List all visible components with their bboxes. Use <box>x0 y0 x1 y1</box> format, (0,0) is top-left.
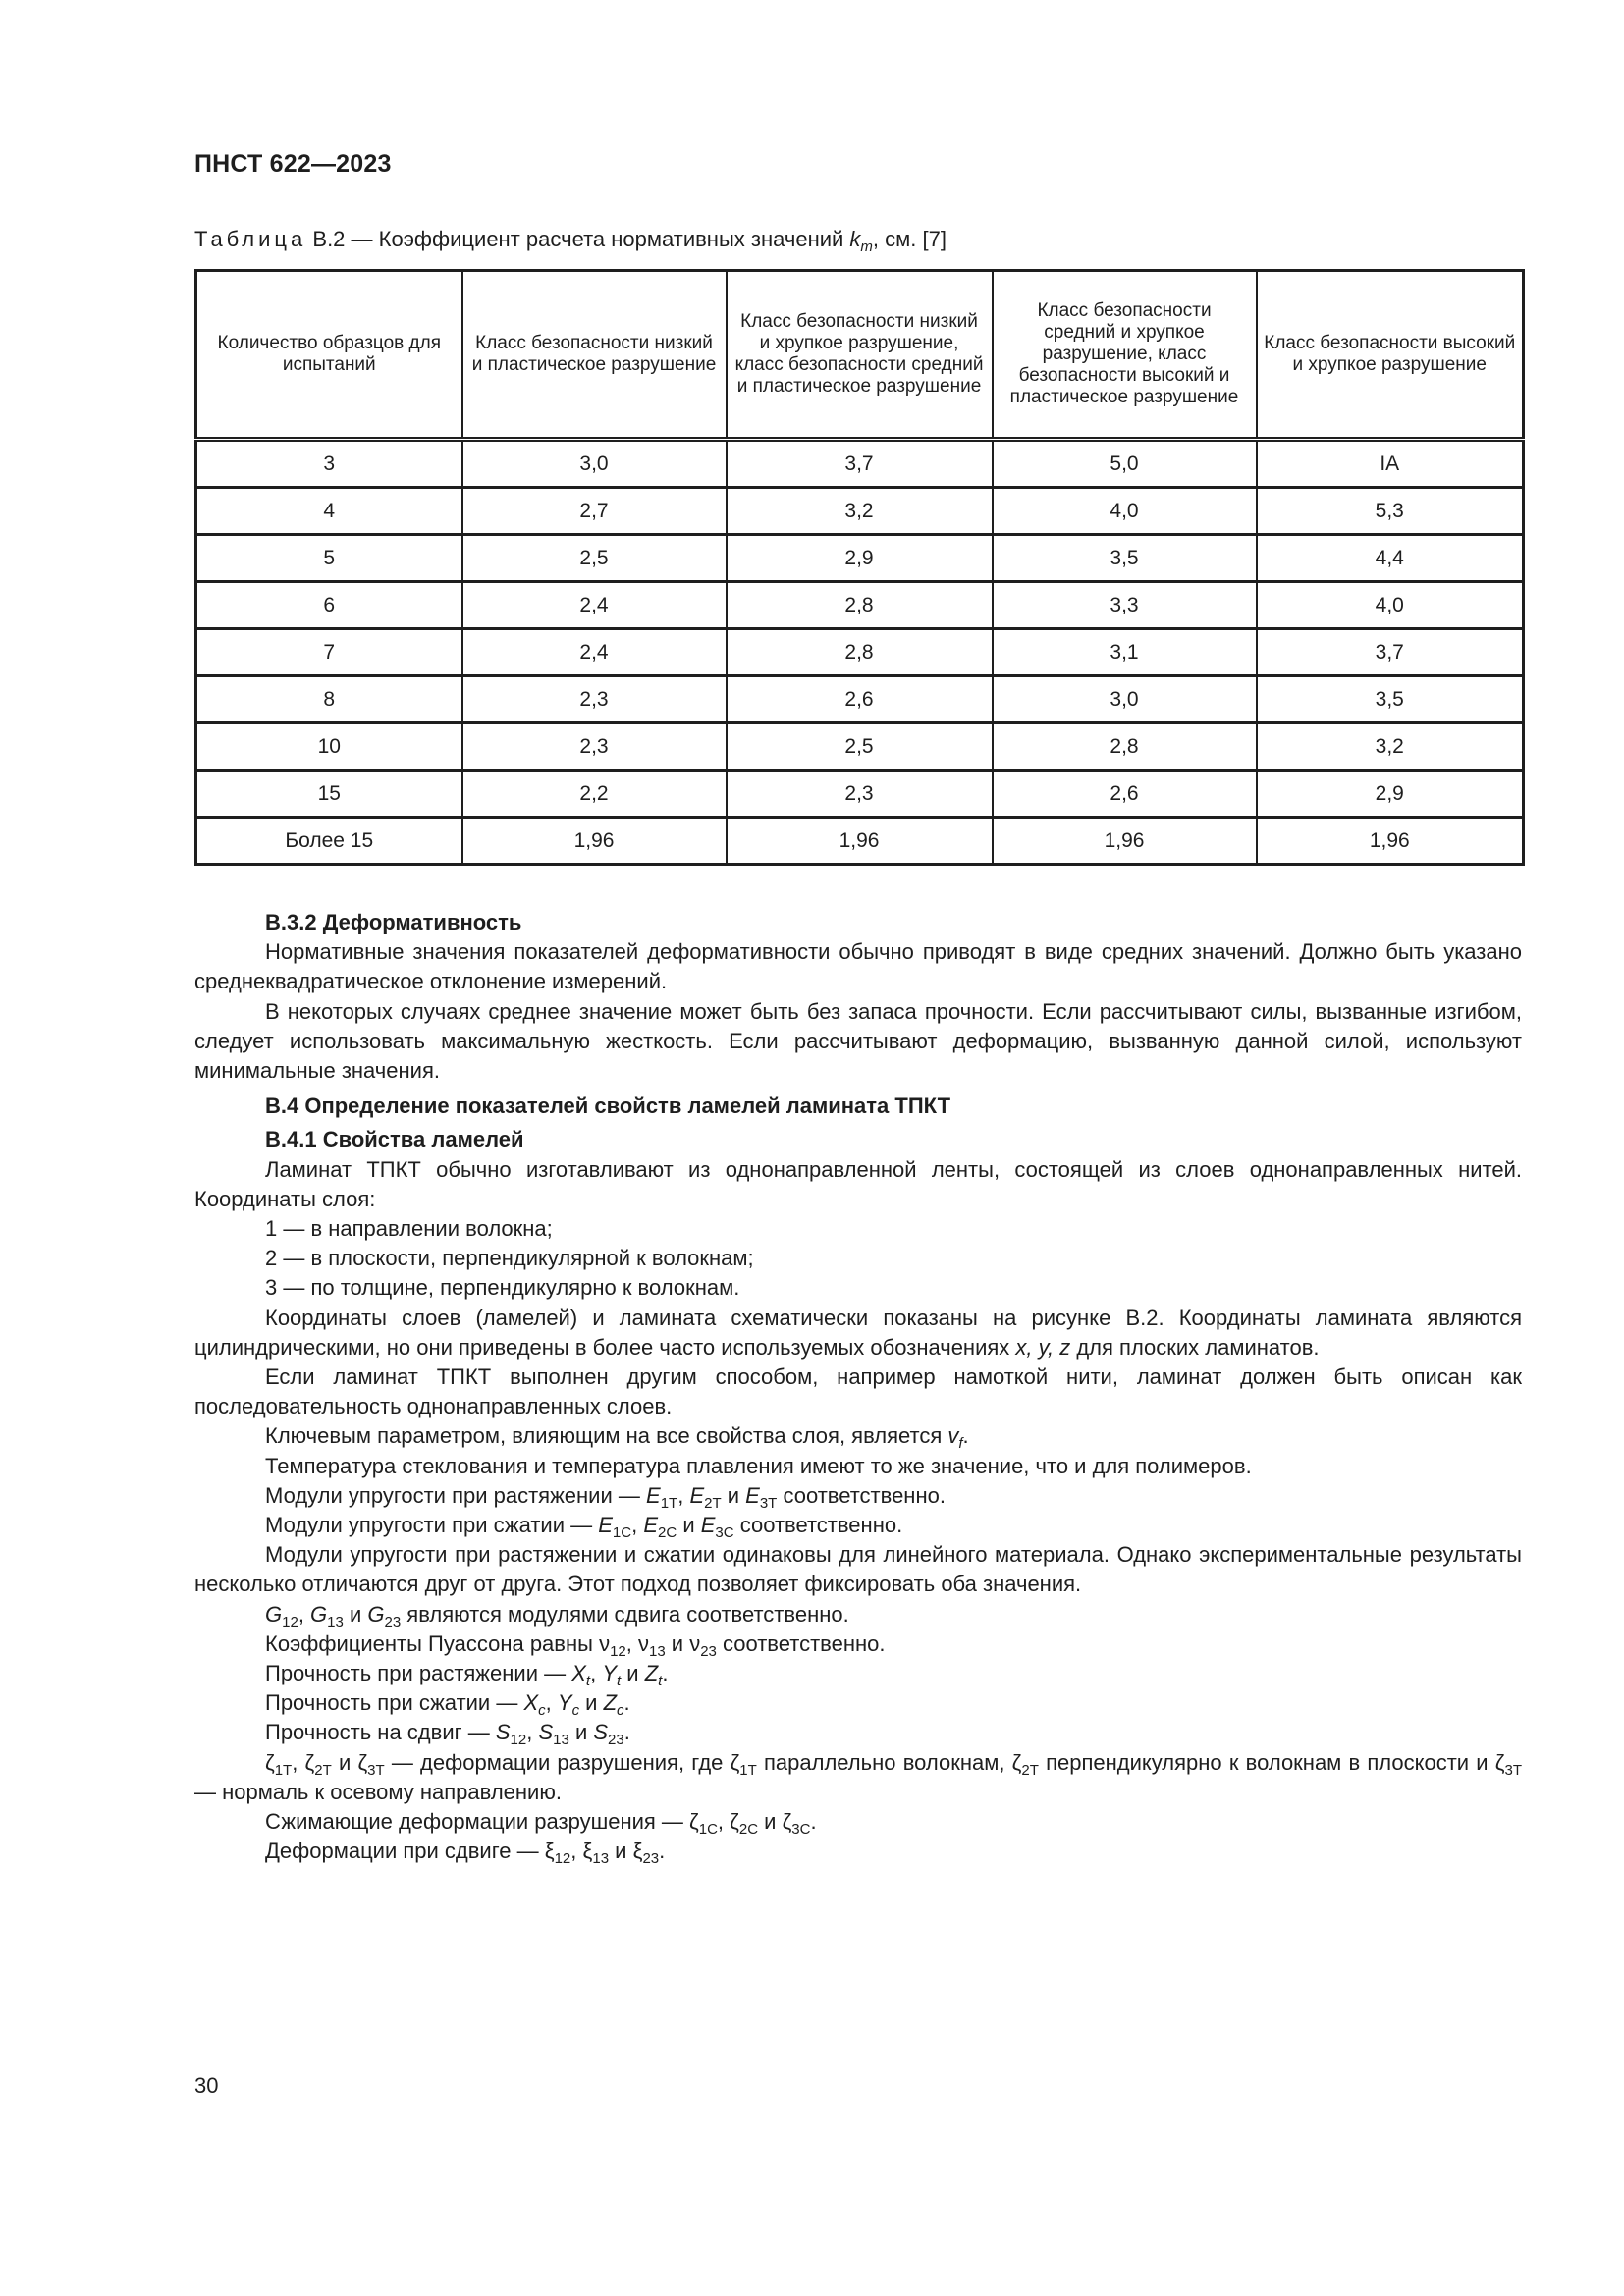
text: и <box>721 1482 746 1508</box>
math: E <box>700 1513 716 1538</box>
coefficient-cell: 1,96 <box>1257 818 1524 865</box>
math: Z <box>603 1690 618 1716</box>
math-sub: 12 <box>554 1850 571 1868</box>
math: ν <box>637 1630 649 1656</box>
math-sub: 1T <box>660 1494 678 1512</box>
text: . <box>662 1661 669 1686</box>
section-heading-b4: В.4 Определение показателей свойств ламелей ламината ТПКТ <box>265 1094 951 1119</box>
math-sub: f <box>958 1435 963 1453</box>
text: . <box>659 1839 666 1864</box>
coefficient-cell: 2,7 <box>462 488 727 535</box>
text: — деформации разрушения, где <box>384 1749 731 1775</box>
math: ζ <box>730 1749 740 1775</box>
paragraph <box>194 1481 1522 1511</box>
math: X <box>523 1690 539 1716</box>
math: ζ <box>1011 1749 1022 1775</box>
table-body <box>196 440 1524 865</box>
coordinate-item: 1 — в направлении волокна; <box>265 1216 553 1242</box>
text: Модули упругости при растяжении — <box>265 1482 646 1508</box>
math: E <box>745 1482 760 1508</box>
table-row <box>196 582 1524 629</box>
coefficient-cell: 3,2 <box>727 488 993 535</box>
coefficient-cell: 2,6 <box>993 771 1257 818</box>
table-row <box>196 676 1524 723</box>
coefficient-cell: 2,3 <box>462 723 727 771</box>
sample-count-cell: Более 15 <box>196 818 462 865</box>
math: Y <box>602 1661 617 1686</box>
text: , <box>298 1601 311 1627</box>
coefficient-cell: 2,8 <box>727 582 993 629</box>
math: G <box>310 1601 328 1627</box>
coefficient-cell: 2,8 <box>993 723 1257 771</box>
coefficient-cell: 2,4 <box>462 629 727 676</box>
math: ν <box>689 1630 701 1656</box>
sample-count-cell: 8 <box>196 676 462 723</box>
paragraph: Температура стеклования и температура плавления имеют то же значение, что и для полимеров. <box>265 1453 1252 1478</box>
caption-number: В.2 <box>312 227 346 251</box>
math: ζ <box>304 1749 315 1775</box>
coefficient-cell: 3,0 <box>462 440 727 488</box>
coefficient-cell: 5,3 <box>1257 488 1524 535</box>
math: ξ <box>544 1839 555 1864</box>
math-sub: c <box>538 1702 546 1720</box>
caption-dash: — <box>345 227 379 251</box>
coefficient-table <box>194 269 1525 866</box>
coefficient-cell: 2,5 <box>727 723 993 771</box>
math-sub: t <box>617 1673 622 1690</box>
paragraph <box>194 1807 1522 1837</box>
math-sub: c <box>617 1702 624 1720</box>
math-sub: 1C <box>698 1821 718 1839</box>
column-header: Класс безопасности средний и хрупкое разрушение, класс безопасности высокий и пластическое разрушение <box>993 271 1257 440</box>
caption-symbol: k <box>849 227 861 251</box>
math-sub: 23 <box>700 1642 717 1660</box>
math: E <box>598 1513 613 1538</box>
paragraph: Если ламинат ТПКТ выполнен другим способом, например намоткой нити, ламинат должен быть описан как последовательность однонаправленных слоев. <box>194 1364 1522 1419</box>
coefficient-cell: 3,2 <box>1257 723 1524 771</box>
math: ζ <box>265 1749 275 1775</box>
math-sub: 3C <box>715 1524 734 1542</box>
coefficient-cell: 2,3 <box>727 771 993 818</box>
section-heading-b41: В.4.1 Свойства ламелей <box>265 1127 524 1152</box>
math-sub: 2T <box>1021 1761 1039 1779</box>
math: x, y, z <box>1015 1334 1071 1360</box>
coefficient-cell: 3,3 <box>993 582 1257 629</box>
sample-count-cell: 15 <box>196 771 462 818</box>
math-sub: 23 <box>384 1613 402 1630</box>
math-sub: t <box>585 1673 591 1690</box>
text: и <box>579 1690 604 1716</box>
paragraph: Нормативные значения показателей деформативности обычно приводят в виде средних значений. Должно быть указано среднеквадратическое отклонение измерений. <box>194 939 1522 994</box>
text: Сжимающие деформации разрушения — <box>265 1809 690 1835</box>
paragraph <box>194 1600 1522 1629</box>
coordinate-item: 2 — в плоскости, перпендикулярной к волокнам; <box>265 1246 754 1271</box>
table-row <box>196 771 1524 818</box>
math: Z <box>644 1661 659 1686</box>
math: S <box>495 1720 511 1745</box>
table-header-row <box>196 271 1524 440</box>
math-sub: 2C <box>658 1524 677 1542</box>
coefficient-cell: 2,3 <box>462 676 727 723</box>
coefficient-cell: 2,5 <box>462 535 727 582</box>
table-row <box>196 488 1524 535</box>
column-header: Количество образцов для испытаний <box>196 271 462 440</box>
math-sub: 1C <box>612 1524 632 1542</box>
column-header: Класс безопасности низкий и хрупкое разрушение, класс безопасности средний и пластическое разрушение <box>727 271 993 440</box>
math: ξ <box>632 1839 643 1864</box>
text: — нормаль к осевому направлению. <box>194 1779 562 1804</box>
text: параллельно волокнам, <box>756 1749 1012 1775</box>
text: , <box>625 1630 638 1656</box>
coefficient-cell: 4,0 <box>1257 582 1524 629</box>
sample-count-cell: 6 <box>196 582 462 629</box>
text: Координаты слоев (ламелей) и ламината схематически показаны на рисунке В.2. Координаты ламината являются цилиндрическими, но они приведены в более часто используемых обозначениях <box>194 1305 1522 1360</box>
math: S <box>593 1720 609 1745</box>
math: ζ <box>357 1749 368 1775</box>
paragraph <box>194 1659 1522 1688</box>
text: и <box>331 1749 358 1775</box>
text: , <box>631 1513 644 1538</box>
coefficient-cell: 1,96 <box>993 818 1257 865</box>
math: v <box>947 1423 959 1449</box>
paragraph <box>194 1421 1522 1451</box>
math-sub: t <box>658 1673 663 1690</box>
coefficient-cell: 2,2 <box>462 771 727 818</box>
math-sub: 2C <box>738 1821 759 1839</box>
coefficient-cell: 4,0 <box>993 488 1257 535</box>
math: ζ <box>782 1809 792 1835</box>
paragraph <box>194 1688 1522 1718</box>
text: и <box>677 1513 701 1538</box>
math: S <box>538 1720 554 1745</box>
sample-count-cell: 3 <box>196 440 462 488</box>
math-sub: 3C <box>791 1821 811 1839</box>
text: . <box>810 1809 817 1835</box>
text: перпендикулярно к волокнам в плоскости и <box>1038 1749 1495 1775</box>
text: . <box>623 1720 630 1745</box>
math-sub: c <box>571 1702 580 1720</box>
table-row <box>196 818 1524 865</box>
text: Коэффициенты Пуассона равны <box>265 1630 600 1656</box>
text: являются модулями сдвига соответственно. <box>401 1601 849 1627</box>
paragraph <box>194 1837 1522 1866</box>
math-sub: 2T <box>704 1494 722 1512</box>
coordinate-item: 3 — по толщине, перпендикулярно к волокнам. <box>265 1275 740 1301</box>
text: . <box>962 1423 969 1449</box>
coefficient-cell: 2,9 <box>727 535 993 582</box>
coefficient-cell: 3,0 <box>993 676 1257 723</box>
math: ζ <box>689 1809 699 1835</box>
coefficient-cell: 5,0 <box>993 440 1257 488</box>
table-caption <box>194 227 947 255</box>
math: E <box>689 1482 705 1508</box>
caption-title: Коэффициент расчета нормативных значений <box>378 227 850 251</box>
text: Прочность на сдвиг — <box>265 1720 496 1745</box>
math-sub: 1T <box>739 1761 757 1779</box>
coefficient-cell: 4,4 <box>1257 535 1524 582</box>
page-number: 30 <box>194 2073 219 2098</box>
paragraph <box>194 1748 1522 1807</box>
paragraph <box>194 1718 1522 1747</box>
math: ζ <box>1494 1749 1505 1775</box>
table-row <box>196 440 1524 488</box>
math-sub: 2T <box>314 1761 332 1779</box>
paragraph: В некоторых случаях среднее значение может быть без запаса прочности. Если рассчитывают силы, вызванные изгибом, следует использовать максимальную жесткость. Если рассчитывают деформацию, вызванную данной силой, используют минимальные значения. <box>194 998 1522 1084</box>
text: и <box>621 1661 645 1686</box>
paragraph: Ламинат ТПКТ обычно изготавливают из однонаправленной ленты, состоящей из слоев однонаправленных нитей. Координаты слоя: <box>194 1156 1522 1211</box>
coefficient-cell: IA <box>1257 440 1524 488</box>
paragraph: Модули упругости при растяжении и сжатии одинаковы для линейного материала. Однако экспериментальные результаты несколько отличаются друг от друга. Этот подход позволяет фиксировать оба значения. <box>194 1542 1522 1597</box>
text: для плоских ламинатов. <box>1070 1334 1320 1360</box>
coefficient-cell: 3,5 <box>1257 676 1524 723</box>
math: X <box>571 1661 586 1686</box>
caption-symbol-sub: m <box>860 239 873 255</box>
text: , <box>292 1749 305 1775</box>
math-sub: 12 <box>610 1642 626 1660</box>
text: и <box>665 1630 690 1656</box>
math-sub: 23 <box>642 1850 660 1868</box>
column-header: Класс безопасности высокий и хрупкое разрушение <box>1257 271 1524 440</box>
table-row <box>196 629 1524 676</box>
paragraph <box>194 1629 1522 1659</box>
math-sub: 12 <box>510 1732 527 1749</box>
math-sub: 13 <box>553 1732 569 1749</box>
coefficient-cell: 2,8 <box>727 629 993 676</box>
math: G <box>265 1601 283 1627</box>
document-code: ПНСТ 622—2023 <box>194 150 392 178</box>
math-sub: 13 <box>592 1850 610 1868</box>
math: Y <box>557 1690 572 1716</box>
text: соответственно. <box>716 1630 886 1656</box>
text: , <box>545 1690 558 1716</box>
math-sub: 13 <box>648 1642 666 1660</box>
text: и <box>568 1720 594 1745</box>
text: Прочность при сжатии — <box>265 1690 524 1716</box>
coefficient-cell: 1,96 <box>462 818 727 865</box>
section-heading-b32: В.3.2 Деформативность <box>265 910 522 934</box>
coefficient-cell: 3,7 <box>727 440 993 488</box>
paragraph <box>194 1304 1522 1362</box>
text: , <box>526 1720 539 1745</box>
math: G <box>367 1601 385 1627</box>
math-sub: 3T <box>759 1494 778 1512</box>
text: , <box>570 1839 583 1864</box>
text: , <box>717 1809 731 1835</box>
math: E <box>646 1482 661 1508</box>
text: и <box>758 1809 783 1835</box>
coefficient-cell: 2,4 <box>462 582 727 629</box>
caption-label: Таблица <box>194 227 307 251</box>
math-sub: 1T <box>274 1761 293 1779</box>
math: E <box>643 1513 659 1538</box>
coefficient-cell: 3,7 <box>1257 629 1524 676</box>
math: ξ <box>582 1839 593 1864</box>
text: , <box>590 1661 603 1686</box>
body-text <box>194 908 1522 1867</box>
math-sub: 3T <box>367 1761 385 1779</box>
sample-count-cell: 5 <box>196 535 462 582</box>
math-sub: 3T <box>1504 1761 1523 1779</box>
text: Ключевым параметром, влияющим на все свойства слоя, является <box>265 1423 948 1449</box>
text: и <box>343 1601 368 1627</box>
coefficient-cell: 1,96 <box>727 818 993 865</box>
math: ζ <box>730 1809 739 1835</box>
coefficient-cell: 3,1 <box>993 629 1257 676</box>
sample-count-cell: 10 <box>196 723 462 771</box>
text: соответственно. <box>777 1482 946 1508</box>
sample-count-cell: 7 <box>196 629 462 676</box>
coefficient-cell: 2,6 <box>727 676 993 723</box>
text: Прочность при растяжении — <box>265 1661 572 1686</box>
text: и <box>609 1839 633 1864</box>
math-sub: 13 <box>327 1613 344 1630</box>
math-sub: 12 <box>282 1613 298 1630</box>
table-row <box>196 535 1524 582</box>
column-header: Класс безопасности низкий и пластическое разрушение <box>462 271 727 440</box>
text: . <box>623 1690 630 1716</box>
coefficient-cell: 2,9 <box>1257 771 1524 818</box>
text: , <box>677 1482 690 1508</box>
caption-suffix: , см. [7] <box>872 227 947 251</box>
math: ν <box>599 1630 611 1656</box>
text: Модули упругости при сжатии — <box>265 1513 599 1538</box>
text: Деформации при сдвиге — <box>265 1839 545 1864</box>
paragraph <box>194 1511 1522 1540</box>
text: соответственно. <box>733 1513 903 1538</box>
table-row <box>196 723 1524 771</box>
coefficient-cell: 3,5 <box>993 535 1257 582</box>
math-sub: 23 <box>608 1732 624 1749</box>
sample-count-cell: 4 <box>196 488 462 535</box>
